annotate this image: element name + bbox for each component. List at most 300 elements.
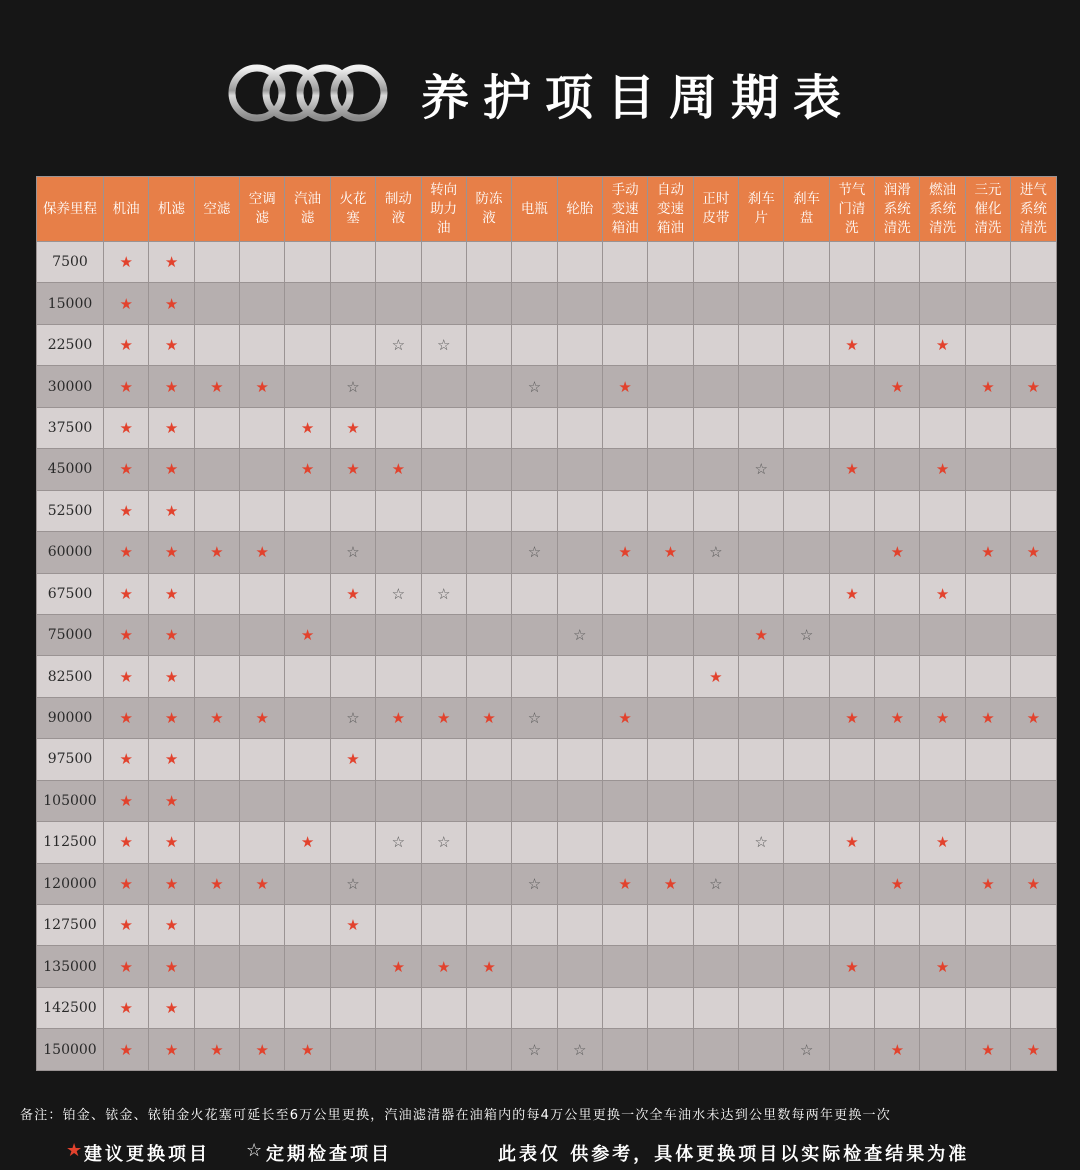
schedule-cell bbox=[421, 573, 466, 614]
inspect-star-icon: ☆ bbox=[346, 709, 360, 728]
header-item bbox=[557, 177, 602, 242]
schedule-cell bbox=[739, 614, 784, 655]
schedule-cell bbox=[920, 822, 965, 863]
schedule-cell bbox=[421, 614, 466, 655]
schedule-cell bbox=[149, 407, 194, 448]
schedule-cell bbox=[104, 905, 149, 946]
replace-star-icon: ★ bbox=[346, 750, 360, 769]
schedule-cell bbox=[875, 739, 920, 780]
header-item-label: 转向 bbox=[430, 181, 458, 198]
schedule-cell bbox=[693, 242, 738, 283]
mileage-cell: 22500 bbox=[37, 324, 104, 365]
header-item-label: 清洗 bbox=[974, 219, 1002, 236]
schedule-cell bbox=[512, 656, 557, 697]
schedule-cell bbox=[829, 697, 874, 738]
schedule-cell bbox=[693, 366, 738, 407]
header-item-label: 清洗 bbox=[883, 219, 911, 236]
schedule-cell bbox=[376, 739, 421, 780]
schedule-cell bbox=[376, 656, 421, 697]
schedule-cell bbox=[285, 863, 330, 904]
table-header-row bbox=[37, 177, 1057, 242]
replace-star-icon: ★ bbox=[119, 667, 133, 686]
replace-star-icon: ★ bbox=[119, 253, 133, 272]
schedule-cell bbox=[648, 573, 693, 614]
replace-star-icon: ★ bbox=[119, 916, 133, 935]
schedule-cell bbox=[557, 242, 602, 283]
schedule-cell bbox=[330, 697, 375, 738]
schedule-cell bbox=[512, 780, 557, 821]
schedule-cell bbox=[920, 946, 965, 987]
schedule-cell bbox=[920, 283, 965, 324]
schedule-cell bbox=[421, 366, 466, 407]
schedule-cell bbox=[920, 656, 965, 697]
schedule-cell bbox=[648, 366, 693, 407]
schedule-cell bbox=[829, 946, 874, 987]
schedule-cell bbox=[602, 366, 647, 407]
schedule-cell bbox=[602, 905, 647, 946]
schedule-cell bbox=[104, 697, 149, 738]
replace-star-icon: ★ bbox=[1026, 874, 1041, 893]
schedule-cell bbox=[466, 490, 511, 531]
schedule-cell bbox=[784, 987, 829, 1028]
replace-star-icon: ★ bbox=[935, 584, 950, 603]
schedule-cell bbox=[240, 407, 285, 448]
schedule-cell bbox=[965, 822, 1010, 863]
schedule-cell bbox=[965, 366, 1010, 407]
header-item-label: 机油 bbox=[112, 200, 140, 217]
replace-star-icon: ★ bbox=[845, 957, 859, 976]
schedule-cell bbox=[784, 780, 829, 821]
replace-star-icon: ★ bbox=[164, 791, 179, 810]
schedule-cell bbox=[285, 532, 330, 573]
schedule-cell bbox=[1011, 656, 1056, 697]
schedule-cell bbox=[1011, 242, 1056, 283]
replace-star-icon: ★ bbox=[119, 294, 133, 313]
header-item-label: 防冻 bbox=[475, 191, 503, 207]
schedule-cell bbox=[512, 324, 557, 365]
schedule-cell bbox=[693, 614, 738, 655]
replace-star-icon: ★ bbox=[618, 709, 632, 728]
recommend-legend-label: 建议更换项目 bbox=[84, 1144, 210, 1165]
schedule-cell bbox=[194, 490, 239, 531]
header-mileage: 保养里程 bbox=[37, 177, 104, 242]
schedule-cell bbox=[557, 324, 602, 365]
schedule-cell bbox=[330, 614, 375, 655]
schedule-cell bbox=[648, 449, 693, 490]
header-item-label: 盘 bbox=[799, 210, 814, 226]
replace-star-icon: ★ bbox=[164, 543, 179, 562]
inspect-star-icon: ☆ bbox=[754, 833, 768, 852]
schedule-cell bbox=[648, 407, 693, 448]
schedule-cell bbox=[149, 987, 194, 1028]
schedule-cell bbox=[194, 739, 239, 780]
schedule-cell bbox=[104, 532, 149, 573]
schedule-cell bbox=[693, 532, 738, 573]
replace-star-icon: ★ bbox=[300, 418, 315, 437]
schedule-cell bbox=[330, 822, 375, 863]
schedule-cell bbox=[920, 573, 965, 614]
schedule-cell bbox=[965, 324, 1010, 365]
schedule-cell bbox=[875, 573, 920, 614]
schedule-cell bbox=[784, 863, 829, 904]
schedule-cell bbox=[194, 697, 239, 738]
schedule-cell bbox=[240, 532, 285, 573]
schedule-cell bbox=[104, 324, 149, 365]
schedule-cell bbox=[784, 324, 829, 365]
schedule-cell bbox=[421, 822, 466, 863]
inspect-star-icon: ☆ bbox=[709, 543, 723, 562]
schedule-cell bbox=[466, 614, 511, 655]
schedule-cell bbox=[466, 573, 511, 614]
replace-star-icon: ★ bbox=[164, 916, 179, 935]
schedule-cell bbox=[376, 366, 421, 407]
schedule-cell bbox=[829, 324, 874, 365]
schedule-cell bbox=[421, 242, 466, 283]
schedule-cell bbox=[421, 490, 466, 531]
schedule-cell bbox=[421, 739, 466, 780]
schedule-cell bbox=[557, 614, 602, 655]
title-area bbox=[0, 48, 1080, 138]
header-item-label: 空滤 bbox=[203, 200, 231, 217]
replace-star-icon: ★ bbox=[255, 543, 269, 562]
table-row bbox=[37, 987, 1057, 1028]
schedule-cell bbox=[149, 697, 194, 738]
schedule-cell bbox=[466, 697, 511, 738]
schedule-cell bbox=[285, 739, 330, 780]
schedule-cell bbox=[739, 780, 784, 821]
replace-star-icon: ★ bbox=[845, 709, 859, 728]
schedule-cell bbox=[602, 532, 647, 573]
schedule-cell bbox=[512, 1029, 557, 1070]
header-item-label: 润滑 bbox=[883, 181, 911, 198]
schedule-cell bbox=[1011, 905, 1056, 946]
replace-star-icon: ★ bbox=[119, 543, 133, 562]
schedule-cell bbox=[376, 449, 421, 490]
schedule-cell bbox=[829, 1029, 874, 1070]
schedule-cell bbox=[739, 283, 784, 324]
header-item bbox=[875, 177, 920, 242]
replace-star-icon: ★ bbox=[210, 377, 224, 396]
schedule-cell bbox=[149, 656, 194, 697]
header-item-label: 系统 bbox=[929, 200, 957, 217]
mileage-cell: 45000 bbox=[37, 449, 104, 490]
schedule-cell bbox=[1011, 366, 1056, 407]
schedule-cell bbox=[602, 283, 647, 324]
schedule-cell bbox=[829, 905, 874, 946]
schedule-cell bbox=[875, 656, 920, 697]
schedule-cell bbox=[648, 946, 693, 987]
schedule-cell bbox=[784, 449, 829, 490]
replace-star-icon: ★ bbox=[346, 418, 360, 437]
schedule-cell bbox=[648, 863, 693, 904]
schedule-cell bbox=[739, 656, 784, 697]
mileage-cell: 150000 bbox=[37, 1029, 104, 1070]
schedule-cell bbox=[1011, 614, 1056, 655]
schedule-cell bbox=[376, 614, 421, 655]
schedule-cell bbox=[739, 407, 784, 448]
replace-star-icon: ★ bbox=[709, 667, 723, 686]
schedule-cell bbox=[330, 532, 375, 573]
header-item bbox=[466, 177, 511, 242]
schedule-cell bbox=[376, 822, 421, 863]
schedule-cell bbox=[648, 739, 693, 780]
header-item bbox=[104, 177, 149, 242]
replace-star-icon: ★ bbox=[618, 377, 632, 396]
schedule-cell bbox=[330, 1029, 375, 1070]
table-row bbox=[37, 739, 1057, 780]
replace-star-icon: ★ bbox=[391, 957, 406, 976]
inspect-star-icon: ☆ bbox=[709, 874, 723, 893]
schedule-cell bbox=[739, 490, 784, 531]
header-item bbox=[602, 177, 647, 242]
schedule-cell bbox=[285, 407, 330, 448]
header-item bbox=[693, 177, 738, 242]
schedule-cell bbox=[104, 407, 149, 448]
schedule-cell bbox=[466, 532, 511, 573]
replace-star-icon: ★ bbox=[482, 709, 496, 728]
schedule-cell bbox=[557, 283, 602, 324]
schedule-cell bbox=[693, 283, 738, 324]
mileage-cell: 127500 bbox=[37, 905, 104, 946]
replace-star-icon: ★ bbox=[164, 626, 179, 645]
schedule-cell bbox=[104, 490, 149, 531]
replace-star-icon: ★ bbox=[1026, 543, 1041, 562]
table-row bbox=[37, 573, 1057, 614]
schedule-cell bbox=[240, 614, 285, 655]
schedule-cell bbox=[1011, 780, 1056, 821]
schedule-cell bbox=[240, 987, 285, 1028]
header-item-label: 变速 bbox=[611, 200, 639, 217]
replace-star-icon: ★ bbox=[391, 460, 406, 479]
schedule-cell bbox=[376, 283, 421, 324]
mileage-cell: 112500 bbox=[37, 822, 104, 863]
header-item-label: 液 bbox=[482, 210, 496, 226]
schedule-cell bbox=[557, 905, 602, 946]
replace-star-icon: ★ bbox=[935, 336, 950, 355]
schedule-cell bbox=[602, 739, 647, 780]
schedule-cell bbox=[875, 987, 920, 1028]
schedule-cell bbox=[739, 863, 784, 904]
schedule-cell bbox=[693, 1029, 738, 1070]
schedule-cell bbox=[330, 739, 375, 780]
schedule-cell bbox=[784, 697, 829, 738]
replace-star-icon: ★ bbox=[300, 626, 315, 645]
schedule-cell bbox=[557, 987, 602, 1028]
replace-star-icon: ★ bbox=[119, 501, 133, 520]
schedule-cell bbox=[149, 573, 194, 614]
schedule-cell bbox=[739, 242, 784, 283]
schedule-cell bbox=[285, 946, 330, 987]
schedule-cell bbox=[330, 449, 375, 490]
schedule-cell bbox=[285, 324, 330, 365]
replace-star-icon: ★ bbox=[119, 999, 133, 1018]
replace-star-icon: ★ bbox=[890, 709, 905, 728]
table-row bbox=[37, 324, 1057, 365]
replace-star-icon: ★ bbox=[890, 874, 905, 893]
inspect-star-icon: ☆ bbox=[391, 833, 406, 852]
mileage-cell: 142500 bbox=[37, 987, 104, 1028]
header-item bbox=[965, 177, 1010, 242]
schedule-cell bbox=[104, 863, 149, 904]
schedule-cell bbox=[648, 905, 693, 946]
schedule-cell bbox=[149, 449, 194, 490]
mileage-cell: 37500 bbox=[37, 407, 104, 448]
schedule-cell bbox=[376, 1029, 421, 1070]
schedule-cell bbox=[648, 780, 693, 821]
schedule-cell bbox=[965, 242, 1010, 283]
inspect-star-icon: ☆ bbox=[527, 377, 542, 396]
schedule-cell bbox=[557, 573, 602, 614]
schedule-cell bbox=[512, 366, 557, 407]
schedule-cell bbox=[648, 490, 693, 531]
schedule-cell bbox=[330, 283, 375, 324]
header-item bbox=[376, 177, 421, 242]
schedule-cell bbox=[648, 242, 693, 283]
schedule-cell bbox=[376, 780, 421, 821]
replace-star-icon: ★ bbox=[164, 253, 179, 272]
mileage-cell: 75000 bbox=[37, 614, 104, 655]
schedule-cell bbox=[557, 822, 602, 863]
schedule-cell bbox=[104, 573, 149, 614]
mileage-cell: 82500 bbox=[37, 656, 104, 697]
header-item-label: 正时 bbox=[702, 191, 730, 207]
header-item-label: 电瓶 bbox=[520, 200, 548, 217]
replace-star-icon: ★ bbox=[890, 1040, 905, 1059]
schedule-cell bbox=[330, 242, 375, 283]
schedule-cell bbox=[784, 573, 829, 614]
replace-star-icon: ★ bbox=[164, 874, 179, 893]
schedule-cell bbox=[421, 780, 466, 821]
replace-star-icon: ★ bbox=[1026, 1040, 1041, 1059]
schedule-cell bbox=[875, 366, 920, 407]
schedule-cell bbox=[965, 283, 1010, 324]
schedule-cell bbox=[466, 863, 511, 904]
replace-star-icon: ★ bbox=[119, 626, 133, 645]
replace-star-icon: ★ bbox=[935, 833, 950, 852]
replace-star-icon: ★ bbox=[210, 543, 224, 562]
schedule-cell bbox=[285, 449, 330, 490]
schedule-cell bbox=[829, 656, 874, 697]
replace-star-icon: ★ bbox=[119, 336, 133, 355]
schedule-cell bbox=[693, 780, 738, 821]
schedule-cell bbox=[512, 614, 557, 655]
schedule-cell bbox=[602, 656, 647, 697]
schedule-cell bbox=[330, 987, 375, 1028]
schedule-cell bbox=[648, 324, 693, 365]
schedule-cell bbox=[602, 407, 647, 448]
schedule-cell bbox=[920, 490, 965, 531]
schedule-cell bbox=[330, 905, 375, 946]
remark-note: 备注：铂金、铱金、铱铂金火花塞可延长至6万公里更换，汽油滤清器在油箱内的每4万公里更换一次全车油水未达到公里数每两年更换一次 bbox=[20, 1108, 891, 1123]
schedule-cell bbox=[149, 739, 194, 780]
replace-star-icon: ★ bbox=[164, 501, 179, 520]
replace-star-icon: ★ bbox=[482, 957, 496, 976]
schedule-cell bbox=[149, 532, 194, 573]
schedule-cell bbox=[194, 946, 239, 987]
schedule-cell bbox=[512, 946, 557, 987]
schedule-cell bbox=[602, 1029, 647, 1070]
schedule-cell bbox=[1011, 987, 1056, 1028]
table-row bbox=[37, 780, 1057, 821]
schedule-cell bbox=[693, 987, 738, 1028]
schedule-cell bbox=[602, 573, 647, 614]
schedule-cell bbox=[512, 449, 557, 490]
schedule-cell bbox=[829, 366, 874, 407]
schedule-cell bbox=[875, 614, 920, 655]
schedule-cell bbox=[875, 532, 920, 573]
schedule-cell bbox=[285, 614, 330, 655]
replace-star-icon: ★ bbox=[119, 418, 133, 437]
schedule-cell bbox=[376, 573, 421, 614]
schedule-cell bbox=[512, 242, 557, 283]
schedule-cell bbox=[693, 946, 738, 987]
schedule-cell bbox=[965, 407, 1010, 448]
schedule-cell bbox=[149, 780, 194, 821]
inspect-star-icon: ☆ bbox=[346, 543, 360, 562]
schedule-cell bbox=[421, 905, 466, 946]
schedule-cell bbox=[784, 946, 829, 987]
schedule-cell bbox=[240, 573, 285, 614]
table-row bbox=[37, 283, 1057, 324]
mileage-cell: 67500 bbox=[37, 573, 104, 614]
replace-star-icon: ★ bbox=[119, 460, 133, 479]
schedule-cell bbox=[739, 946, 784, 987]
schedule-cell bbox=[330, 490, 375, 531]
schedule-cell bbox=[421, 1029, 466, 1070]
inspect-star-icon: ☆ bbox=[527, 543, 542, 562]
replace-star-icon: ★ bbox=[210, 709, 224, 728]
replace-star-icon: ★ bbox=[210, 1040, 224, 1059]
header-item-label: 片 bbox=[754, 210, 768, 226]
schedule-cell bbox=[149, 863, 194, 904]
inspect-star-icon: ☆ bbox=[573, 1040, 587, 1059]
schedule-cell bbox=[330, 946, 375, 987]
schedule-cell bbox=[512, 905, 557, 946]
replace-star-icon: ★ bbox=[164, 833, 179, 852]
schedule-cell bbox=[875, 905, 920, 946]
inspect-star-icon: ☆ bbox=[346, 377, 360, 396]
schedule-cell bbox=[648, 987, 693, 1028]
schedule-cell bbox=[557, 1029, 602, 1070]
schedule-cell bbox=[739, 366, 784, 407]
inspect-star-icon: ☆ bbox=[527, 874, 542, 893]
schedule-cell bbox=[920, 614, 965, 655]
schedule-cell bbox=[784, 407, 829, 448]
schedule-cell bbox=[875, 946, 920, 987]
schedule-cell bbox=[557, 946, 602, 987]
replace-star-icon: ★ bbox=[890, 377, 905, 396]
schedule-cell bbox=[512, 573, 557, 614]
schedule-cell bbox=[1011, 739, 1056, 780]
schedule-cell bbox=[466, 987, 511, 1028]
replace-star-icon: ★ bbox=[754, 626, 768, 645]
replace-star-icon: ★ bbox=[164, 957, 179, 976]
header-item bbox=[829, 177, 874, 242]
schedule-cell bbox=[829, 573, 874, 614]
schedule-cell bbox=[1011, 449, 1056, 490]
schedule-cell bbox=[285, 490, 330, 531]
mileage-cell: 7500 bbox=[37, 242, 104, 283]
mileage-cell: 90000 bbox=[37, 697, 104, 738]
schedule-cell bbox=[965, 449, 1010, 490]
schedule-cell bbox=[1011, 490, 1056, 531]
schedule-cell bbox=[194, 366, 239, 407]
inspect-star-icon: ☆ bbox=[754, 460, 768, 479]
schedule-cell bbox=[965, 863, 1010, 904]
schedule-cell bbox=[920, 242, 965, 283]
schedule-cell bbox=[421, 697, 466, 738]
table-row bbox=[37, 946, 1057, 987]
